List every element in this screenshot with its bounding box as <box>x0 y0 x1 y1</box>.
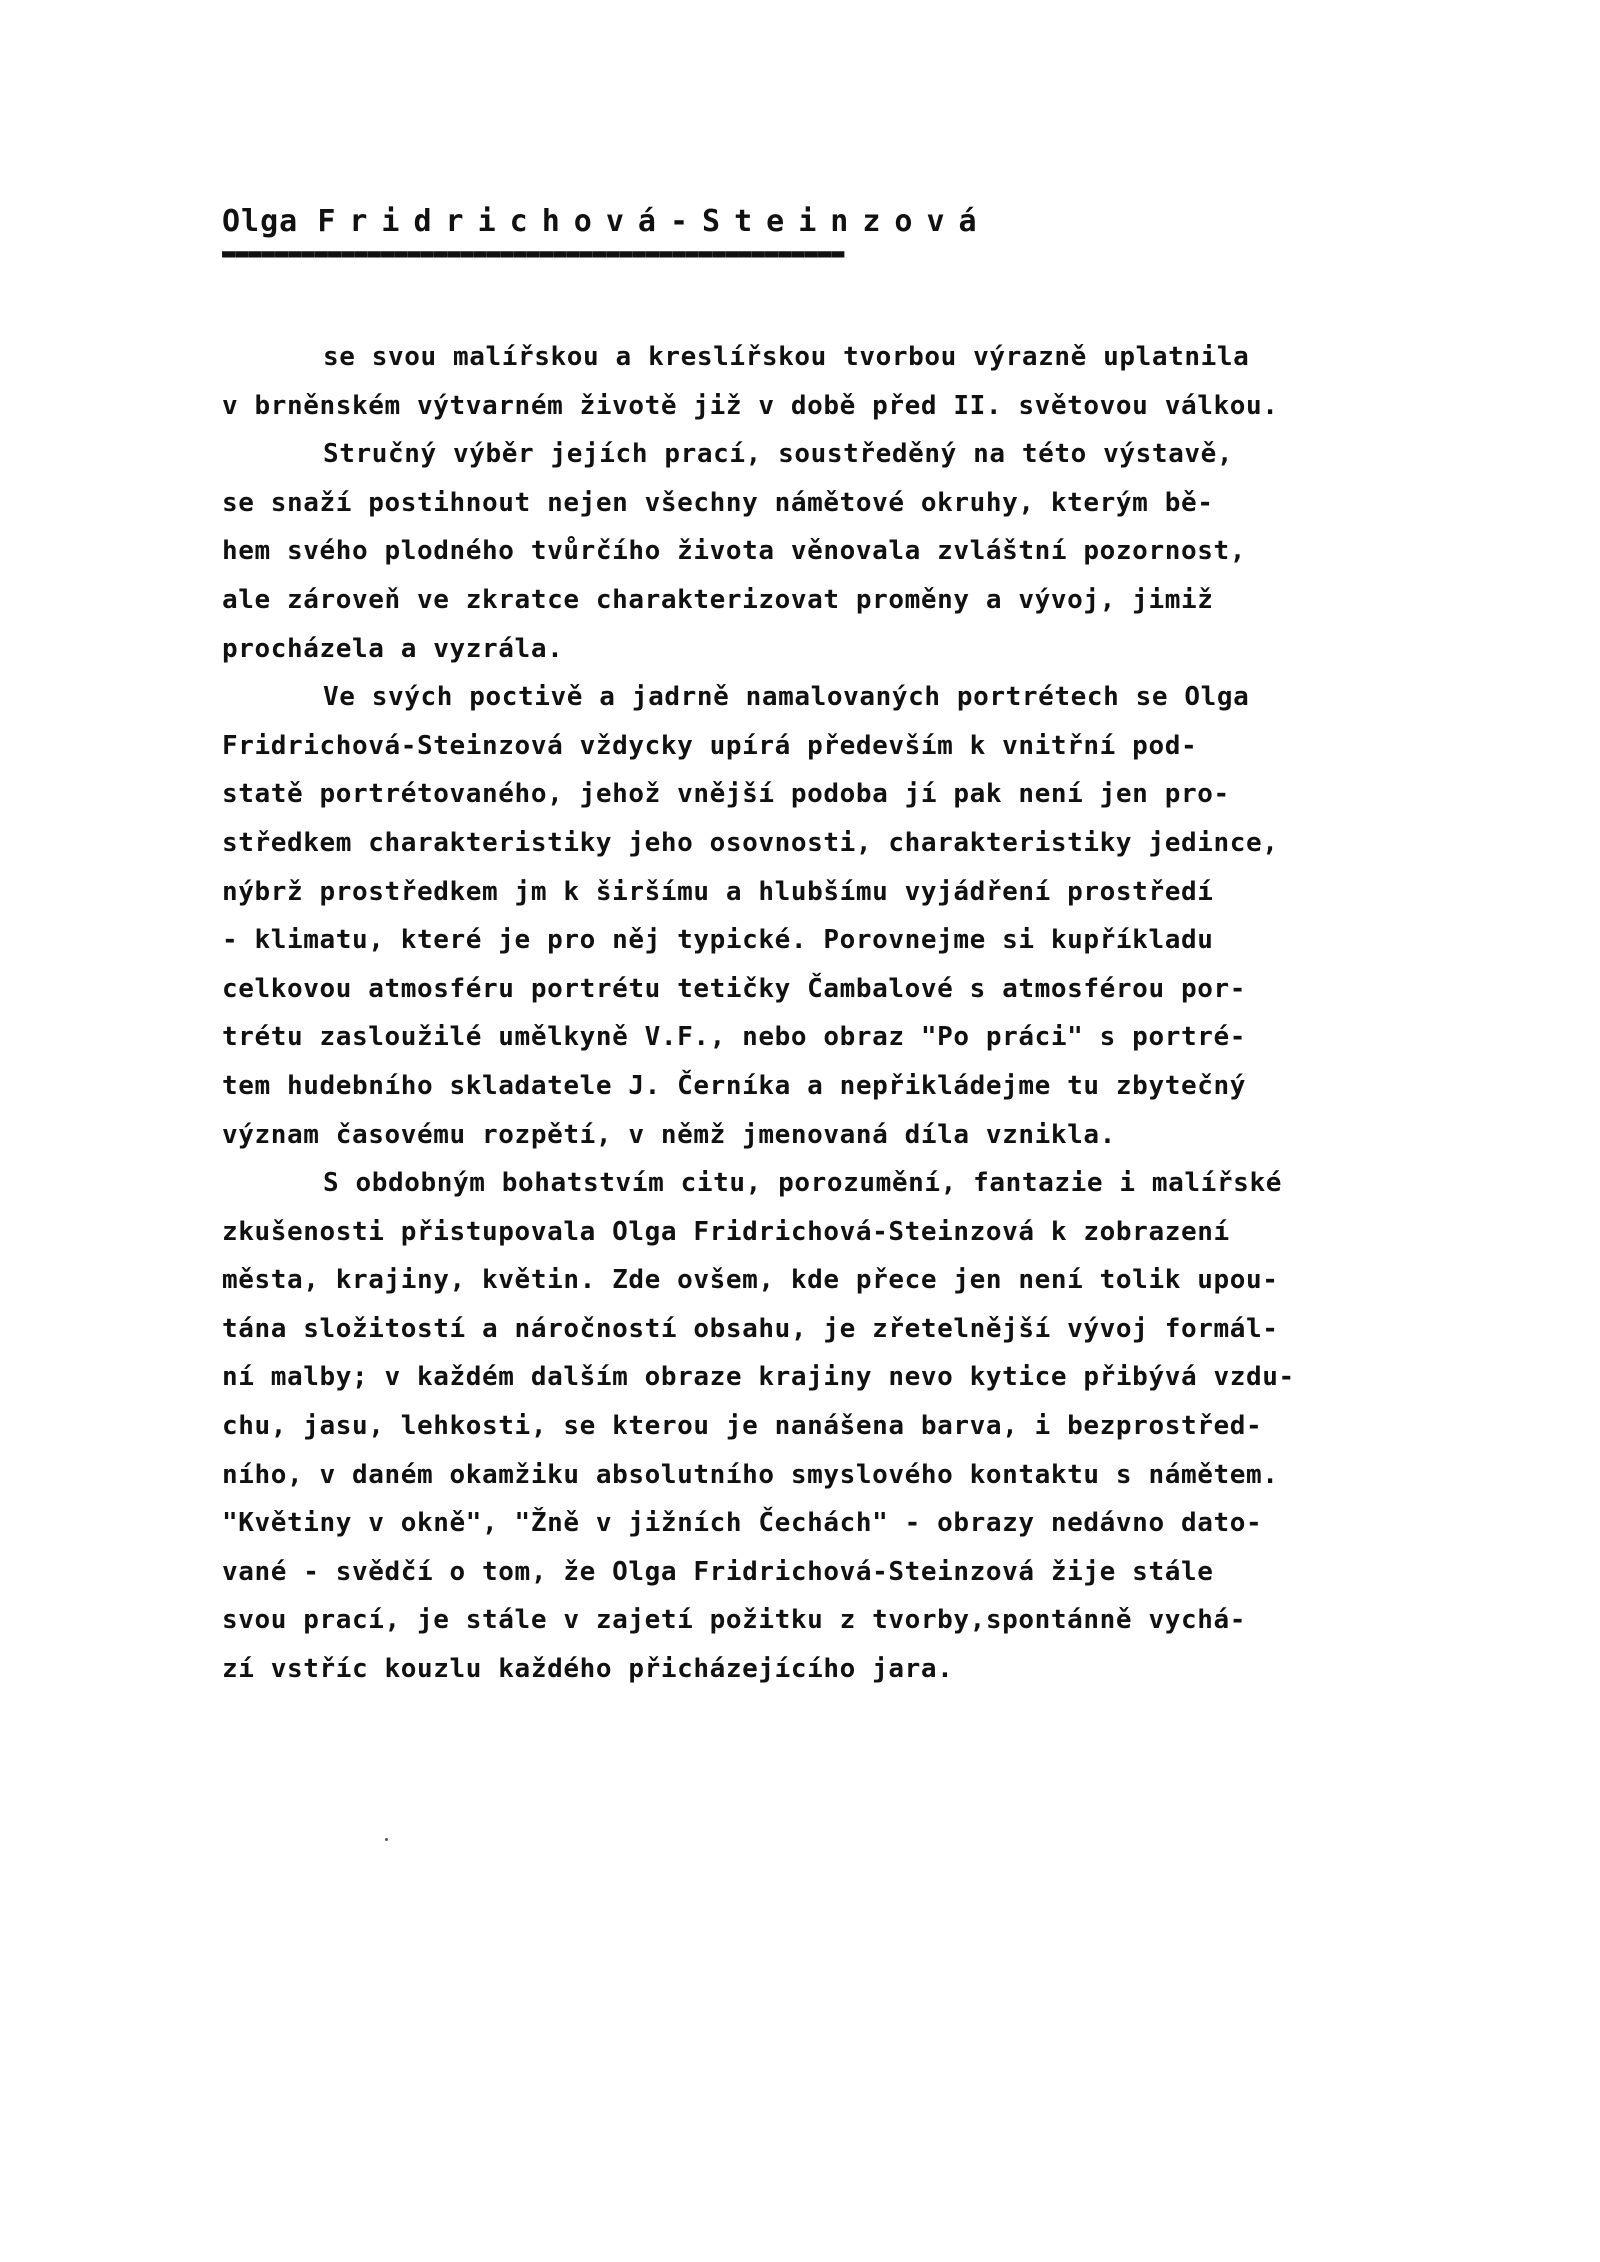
text-line: ní malby; v každém dalším obraze krajiny nevo kytice přibývá vzdu- <box>222 1362 1295 1393</box>
text-line: zí vstříc kouzlu každého přicházejícího jara. <box>222 1654 954 1685</box>
text-line: v brněnském výtvarném životě již v době před II. světovou válkou. <box>222 390 1279 421</box>
text-line: se snaží postihnout nejen všechny námětové okruhy, kterým bě- <box>222 487 1214 518</box>
text-line: tána složitostí a náročností obsahu, je zřetelnější vývoj formál- <box>222 1313 1279 1344</box>
text-line: města, krajiny, květin. Zde ovšem, kde přece jen není tolik upou- <box>222 1265 1279 1296</box>
text-line: ního, v daném okamžiku absolutního smyslového kontaktu s námětem. <box>222 1459 1279 1490</box>
title-underline: ▬▬▬▬▬▬▬▬▬▬▬▬▬▬▬▬▬▬▬▬▬▬▬▬▬▬▬▬▬▬▬▬▬▬▬▬▬▬▬▬▬▬▬▬▬▬▬ <box>222 241 845 266</box>
text-line: - klimatu, které je pro něj typické. Porovnejme si kupříkladu <box>222 925 1214 956</box>
text-line: středkem charakteristiky jeho osovnosti, charakteristiky jedince, <box>222 827 1279 858</box>
text-line: význam časovému rozpětí, v němž jmenovaná díla vznikla. <box>222 1119 1116 1150</box>
text-line: ale zároveň ve zkratce charakterizovat proměny a vývoj, jimiž <box>222 584 1214 615</box>
text-line: procházela a vyzrála. <box>222 633 564 664</box>
text-line: tem hudebního skladatele J. Černíka a nepřikládejme tu zbytečný <box>222 1070 1246 1101</box>
text-line: hem svého plodného tvůrčího života věnovala zvláštní pozornost, <box>222 536 1246 567</box>
paper-speck <box>385 1838 388 1841</box>
text-line: Stručný výběr jejích prací, soustředěný na této výstavě, <box>323 439 1234 470</box>
text-line: chu, jasu, lehkosti, se kterou je nanášena barva, i bezprostřed- <box>222 1411 1263 1442</box>
text-line: statě portrétovaného, jehož vnější podoba jí pak není jen pro- <box>222 779 1230 810</box>
text-line: celkovou atmosféru portrétu tetičky Čambalové s atmosférou por- <box>222 973 1246 1004</box>
title-first-name: Olga <box>222 204 299 239</box>
title-surname: Fridrichová-Steinzová <box>317 204 991 239</box>
text-line: Fridrichová-Steinzová vždycky upírá především k vnitřní pod- <box>222 730 1198 761</box>
document-title <box>222 204 991 239</box>
text-line: zkušenosti přistupovala Olga Fridrichová-Steinzová k zobrazení <box>222 1216 1230 1247</box>
body-text <box>222 333 1522 1694</box>
text-line: svou prací, je stále v zajetí požitku z tvorby,spontánně vychá- <box>222 1605 1246 1636</box>
text-line: se svou malířskou a kreslířskou tvorbou výrazně uplatnila <box>323 342 1250 372</box>
text-line: trétu zasloužilé umělkyně V.F., nebo obraz "Po práci" s portré- <box>222 1022 1246 1053</box>
text-line: Ve svých poctivě a jadrně namalovaných portrétech se Olga <box>323 682 1250 713</box>
text-line: nýbrž prostředkem jm k širšímu a hlubšímu vyjádření prostředí <box>222 876 1214 907</box>
text-line: S obdobným bohatstvím citu, porozumění, fantazie i malířské <box>323 1168 1282 1199</box>
text-line: vané - svědčí o tom, že Olga Fridrichová-Steinzová žije stále <box>222 1556 1214 1587</box>
text-line: "Květiny v okně", "Žně v jižních Čechách" - obrazy nedávno dato- <box>222 1508 1263 1539</box>
